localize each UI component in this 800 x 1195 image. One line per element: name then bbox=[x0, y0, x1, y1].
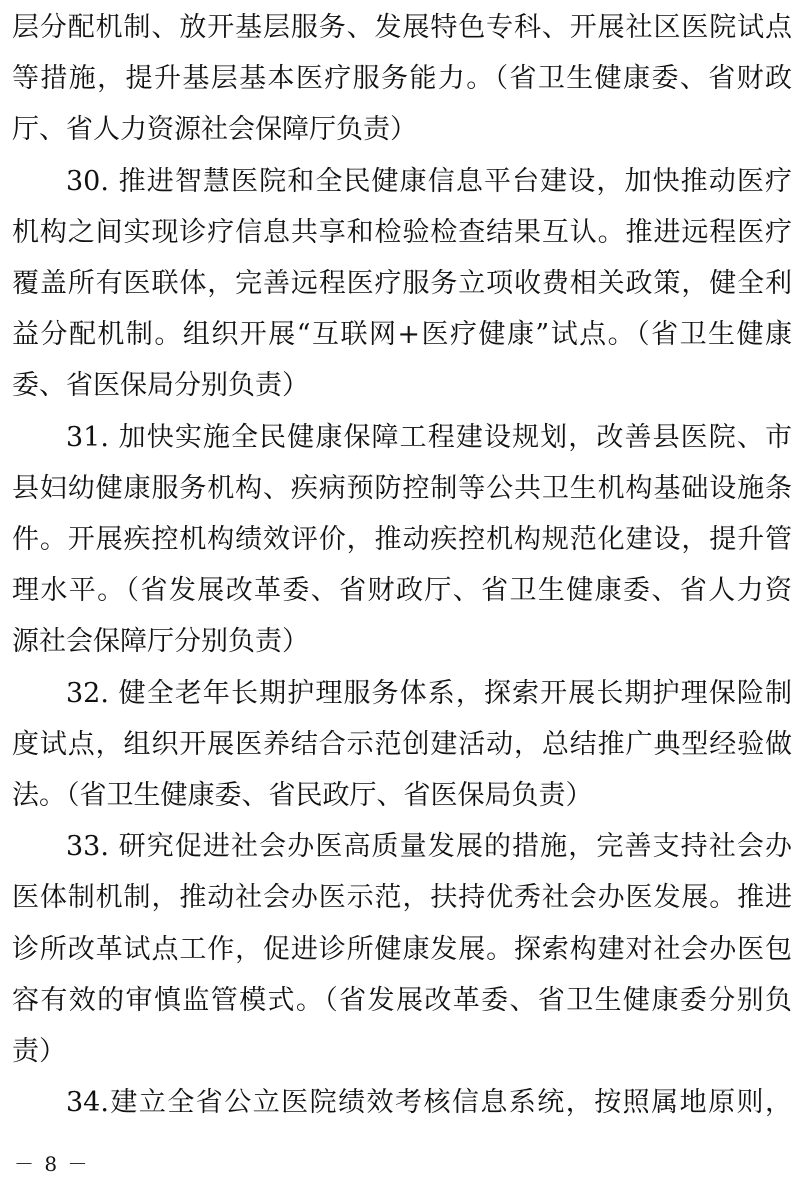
text-line-5: 机构之间实现诊疗信息共享和检验检查结果互认。推进远程医疗 bbox=[12, 217, 792, 248]
text-line-19: 诊所改革试点工作，促进诊所健康发展。探索构建对社会办医包 bbox=[12, 934, 792, 965]
text-line-11: 件。开展疾控机构绩效评价，推动疾控机构规范化建设，提升管 bbox=[12, 524, 792, 555]
text-line-8: 委、省医保局分别负责） bbox=[12, 370, 309, 401]
text-line-9: 31. 加快实施全民健康保障工程建设规划，改善县医院、市 bbox=[66, 422, 792, 453]
text-line-17: 33. 研究促进社会办医高质量发展的措施，完善支持社会办 bbox=[66, 831, 792, 862]
text-line-18: 医体制机制，推动社会办医示范，扶持优秀社会办医发展。推进 bbox=[12, 882, 792, 913]
text-line-12: 理水平。（省发展改革委、省财政厅、省卫生健康委、省人力资 bbox=[12, 575, 792, 606]
text-line-22: 34.建立全省公立医院绩效考核信息系统，按照属地原则， bbox=[66, 1087, 792, 1118]
text-line-2: 等措施，提升基层基本医疗服务能力。（省卫生健康委、省财政 bbox=[12, 63, 792, 94]
text-line-14: 32. 健全老年长期护理服务体系，探索开展长期护理保险制 bbox=[66, 678, 792, 709]
text-line-1: 层分配机制、放开基层服务、发展特色专科、开展社区医院试点 bbox=[12, 12, 792, 43]
text-line-10: 县妇幼健康服务机构、疾病预防控制等公共卫生机构基础设施条 bbox=[12, 473, 792, 504]
text-line-13: 源社会保障厅分别负责） bbox=[12, 626, 309, 657]
text-line-20: 容有效的审慎监管模式。（省发展改革委、省卫生健康委分别负 bbox=[12, 985, 792, 1016]
text-line-7: 益分配机制。组织开展“互联网+医疗健康”试点。（省卫生健康 bbox=[12, 319, 792, 350]
page-number: － 8 － bbox=[14, 1152, 90, 1176]
text-line-6: 覆盖所有医联体，完善远程医疗服务立项收费相关政策，健全利 bbox=[12, 268, 792, 299]
text-line-15: 度试点，组织开展医养结合示范创建活动，总结推广典型经验做 bbox=[12, 729, 792, 760]
text-line-16: 法。（省卫生健康委、省民政厅、省医保局负责） bbox=[12, 780, 593, 811]
text-line-21: 责） bbox=[12, 1036, 66, 1067]
text-line-4: 30. 推进智慧医院和全民健康信息平台建设，加快推动医疗 bbox=[66, 166, 792, 197]
text-line-3: 厅、省人力资源社会保障厅负责） bbox=[12, 114, 417, 145]
